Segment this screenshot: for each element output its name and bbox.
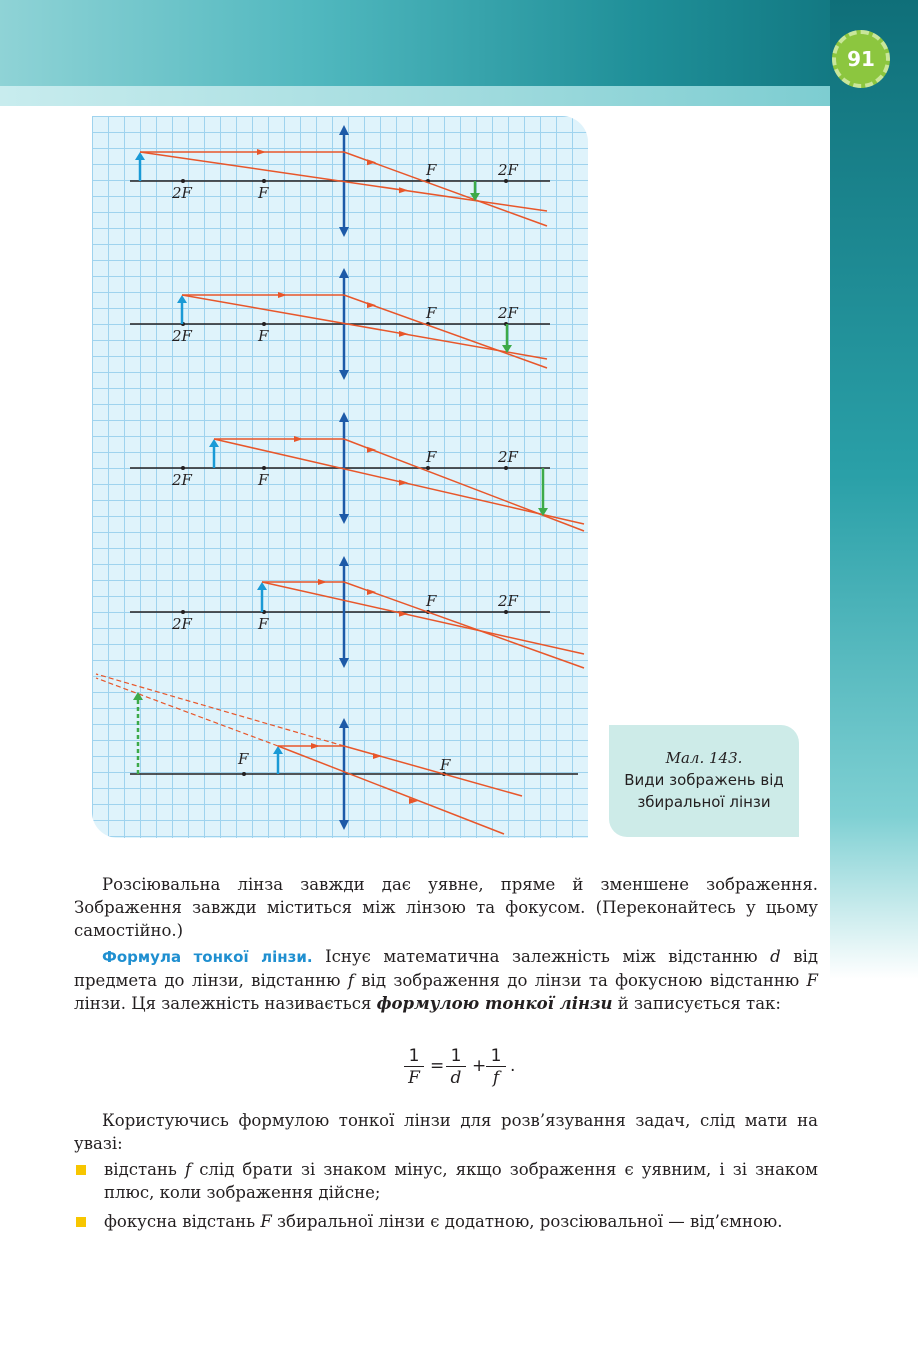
panel-2-f-left-label: F bbox=[258, 327, 269, 345]
panel-2-ray-parallel-arrow bbox=[278, 292, 287, 298]
panel-5-f-left-label: F bbox=[238, 750, 249, 768]
panel-1-ray-central-arrow bbox=[399, 187, 408, 193]
panel-3-ray-parallel-arrow bbox=[294, 436, 303, 442]
page-number-badge bbox=[832, 30, 890, 88]
panel-4-lens-top bbox=[339, 556, 349, 566]
panel-5-lens-bottom bbox=[339, 820, 349, 830]
panel-5-f-left-point bbox=[242, 772, 246, 776]
panel-5-ray-refracted bbox=[344, 746, 522, 796]
panel-3-f-left-point bbox=[262, 466, 266, 470]
page-number: 91 bbox=[847, 47, 875, 71]
panel-3-2f-right-point bbox=[504, 466, 508, 470]
panel-3-f-right-point bbox=[426, 466, 430, 470]
panel-3-lens-bottom bbox=[339, 514, 349, 524]
panel-4-2f-right-point bbox=[504, 610, 508, 614]
panel-1-2f-right-label: 2F bbox=[498, 161, 518, 179]
panel-2-lens-top bbox=[339, 268, 349, 278]
section-heading: Формула тонкої лінзи. bbox=[102, 948, 313, 966]
panel-2-ray-central bbox=[182, 295, 547, 359]
bullet-item-image-distance: відстань f слід брати зі знаком мінус, якщо зображення є уявним, і зі знаком плюс, коли зображення дійсне; bbox=[104, 1158, 818, 1204]
panel-3-ray-refracted bbox=[344, 439, 584, 531]
panel-5-virtual-ray-2 bbox=[96, 678, 278, 746]
panel-3-f-right-label: F bbox=[426, 448, 437, 466]
panel-2-2f-left-label: 2F bbox=[172, 327, 192, 345]
panel-5-f-right-label: F bbox=[440, 756, 451, 774]
paragraph-diverging-lens: Розсіювальна лінза завжди дає уявне, пряме й зменшене зображення. Зображення завжди міститься між лінзою та фокусом. (Переконайтесь у цьому самостійно.) bbox=[74, 875, 818, 940]
panel-1-lens-top bbox=[339, 125, 349, 135]
fraction-1-F: $\frac{1}{F}$ bbox=[404, 1046, 424, 1089]
term-thin-lens-formula: формулою тонкої лінзи bbox=[376, 994, 613, 1013]
panel-5-ray-refracted-arrow bbox=[373, 753, 382, 759]
panel-1-f-right-label: F bbox=[426, 161, 437, 179]
panel-4-ray-refracted bbox=[344, 582, 584, 668]
panel-5-virtual-ray-1 bbox=[96, 674, 344, 746]
panel-2-lens-bottom bbox=[339, 370, 349, 380]
panel-5-lens-top bbox=[339, 718, 349, 728]
panel-1-2f-right-point bbox=[504, 179, 508, 183]
panel-3-ray-refracted-arrow bbox=[367, 447, 376, 453]
panel-2-2f-right-label: 2F bbox=[498, 304, 518, 322]
panel-1-f-left-point bbox=[262, 179, 266, 183]
lens-diagram-figure bbox=[92, 116, 588, 838]
panel-4-2f-left-point bbox=[181, 610, 185, 614]
caption-number: Мал. 143. bbox=[665, 749, 743, 767]
fraction-1-f: $\frac{1}{f}$ bbox=[486, 1046, 506, 1089]
panel-3-2f-left-point bbox=[181, 466, 185, 470]
panel-4-lens-bottom bbox=[339, 658, 349, 668]
panel-5-virtual-image-arrow-head bbox=[133, 692, 143, 700]
figure-caption bbox=[609, 725, 799, 837]
panel-4-ray-refracted-arrow bbox=[367, 589, 376, 595]
bullet-item-focal-distance: фокусна відстань F збиральної лінзи є додатною, розсіювальної — від’ємною. bbox=[104, 1210, 818, 1233]
paragraph-thin-lens-formula: Формула тонкої лінзи. Існує математична залежність між відстанню d від предмета до лінзи, відстанню f від зображення до лінзи та фокусною відстанню F лінзи. Ця залежність називається формулою тонкої лінзи й записується так: bbox=[74, 947, 818, 1013]
panel-4-ray-parallel-arrow bbox=[318, 579, 327, 585]
panel-2-f-right-label: F bbox=[426, 304, 437, 322]
panel-1-lens-bottom bbox=[339, 227, 349, 237]
panel-2-ray-central-arrow bbox=[399, 331, 408, 337]
panel-3-f-left-label: F bbox=[258, 471, 269, 489]
header-strip bbox=[0, 86, 830, 106]
panel-2-f-left-point bbox=[262, 322, 266, 326]
panel-3-lens-top bbox=[339, 412, 349, 422]
panel-3-2f-left-label: 2F bbox=[172, 471, 192, 489]
panel-1-2f-left-label: 2F bbox=[172, 184, 192, 202]
thin-lens-formula: $\frac{1}{F}$ = $\frac{1}{d}$ + $\frac{1}{f}$ . bbox=[400, 1046, 530, 1098]
side-decoration bbox=[830, 0, 918, 1360]
panel-2-ray-refracted-arrow bbox=[367, 302, 376, 308]
panel-4-f-right-label: F bbox=[426, 592, 437, 610]
panel-1-ray-parallel-arrow bbox=[257, 149, 266, 155]
panel-1-f-left-label: F bbox=[258, 184, 269, 202]
panel-1-ray-refracted-arrow bbox=[367, 159, 376, 165]
panel-3-ray-central-arrow bbox=[399, 480, 408, 486]
panel-4-ray-central bbox=[262, 582, 584, 654]
panel-4-f-left-label: F bbox=[258, 615, 269, 633]
panel-4-2f-left-label: 2F bbox=[172, 615, 192, 633]
panel-1-2f-left-point bbox=[181, 179, 185, 183]
bullet-marker bbox=[76, 1217, 86, 1227]
lens-ray-diagram bbox=[92, 116, 588, 838]
caption-text: Види зображень від збиральної лінзи bbox=[624, 771, 784, 811]
panel-4-2f-right-label: 2F bbox=[498, 592, 518, 610]
paragraph-usage-notes: Користуючись формулою тонкої лінзи для розв’язування задач, слід мати на увазі: bbox=[74, 1111, 818, 1153]
bullet-marker bbox=[76, 1165, 86, 1175]
fraction-1-d: $\frac{1}{d}$ bbox=[446, 1046, 466, 1089]
panel-5-ray-parallel-arrow bbox=[311, 743, 320, 749]
panel-3-2f-right-label: 2F bbox=[498, 448, 518, 466]
